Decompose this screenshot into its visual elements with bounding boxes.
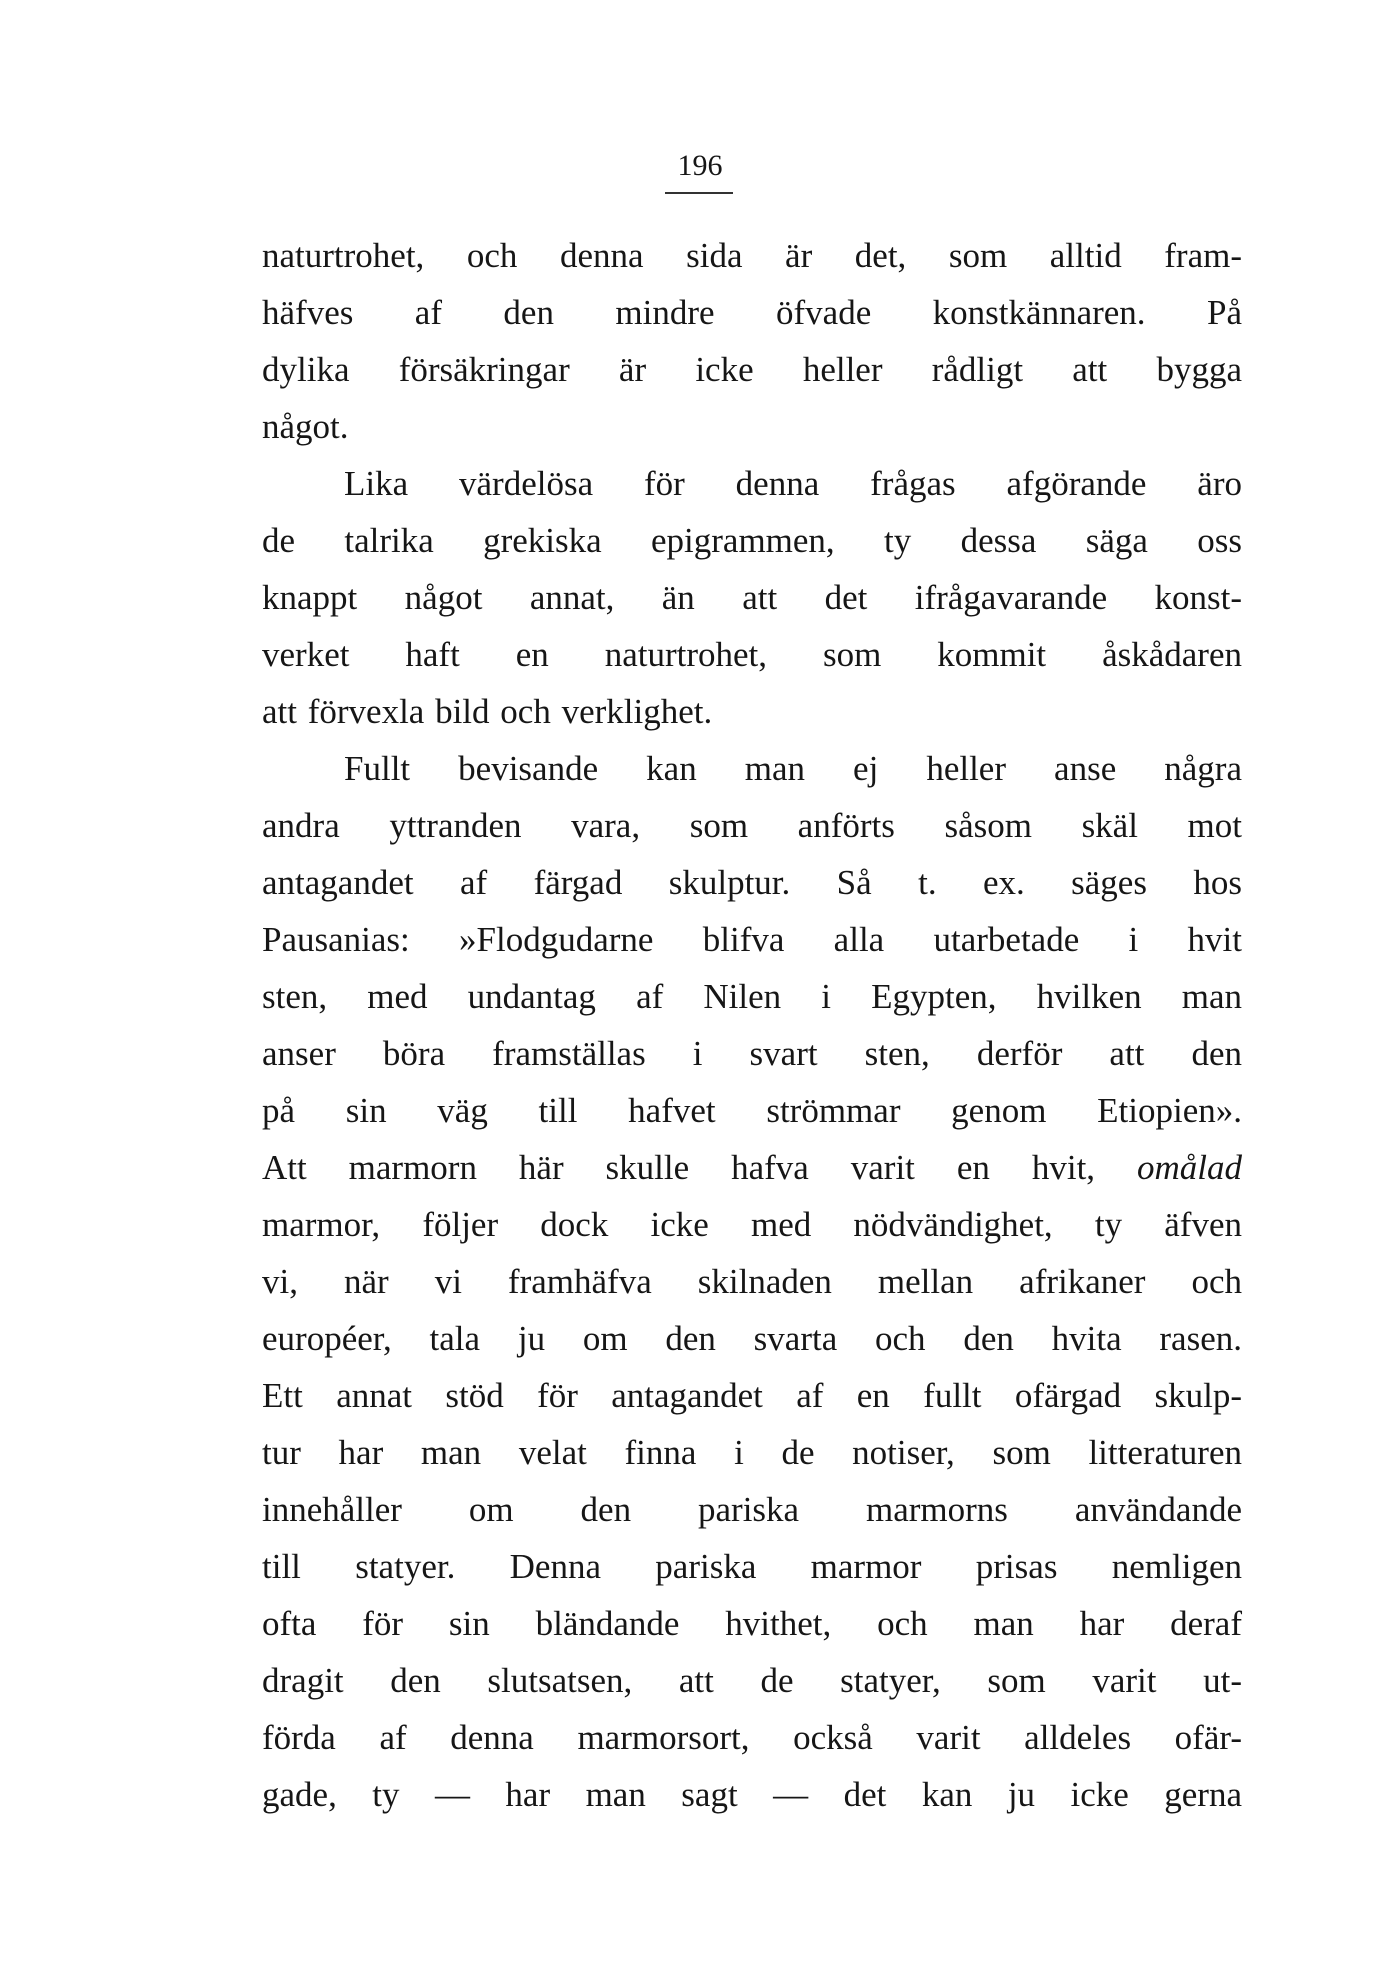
text-line-content: Lika värdelösa för denna frågas afgörande äro: [344, 464, 1242, 503]
text-line-content: häfves af den mindre öfvade konstkännaren. På: [262, 293, 1242, 332]
text-line: [262, 1082, 1242, 1139]
text-line: [262, 797, 1242, 854]
text-line: [262, 740, 1242, 797]
text-line-content: vi, när vi framhäfva skilnaden mellan afrikaner och: [262, 1262, 1242, 1301]
text-line-content: ofta för sin bländande hvithet, och man har deraf: [262, 1604, 1242, 1643]
text-line: [262, 1025, 1242, 1082]
text-line: [262, 1652, 1242, 1709]
text-line: [262, 1196, 1242, 1253]
text-line-content: antagandet af färgad skulptur. Så t. ex. säges hos: [262, 863, 1242, 902]
text-line: [262, 227, 1242, 284]
text-line: [262, 1310, 1242, 1367]
text-line-content: sten, med undantag af Nilen i Egypten, hvilken man: [262, 977, 1242, 1016]
text-line-content: förda af denna marmorsort, också varit alldeles ofär-: [262, 1718, 1242, 1757]
text-line-content: de talrika grekiska epigrammen, ty dessa säga oss: [262, 521, 1242, 560]
text-line-content: innehåller om den pariska marmorns användande: [262, 1490, 1242, 1529]
text-line: [262, 1766, 1242, 1823]
text-line: [262, 398, 1242, 455]
text-line-content: européer, tala ju om den svarta och den hvita rasen.: [262, 1319, 1242, 1358]
page-number: 196: [677, 149, 723, 182]
page-number-rule: [665, 192, 733, 194]
text-line-content: marmor, följer dock icke med nödvändighet, ty äfven: [262, 1205, 1242, 1244]
text-line-content: anser böra framställas i svart sten, derför att den: [262, 1034, 1242, 1073]
text-line: [262, 1139, 1242, 1196]
body-text: [262, 227, 1242, 1823]
text-line-content: att förvexla bild och verklighet.: [262, 692, 713, 731]
text-line: [262, 626, 1242, 683]
text-line-content: Pausanias: »Flodgudarne blifva alla utarbetade i hvit: [262, 920, 1242, 959]
text-line-content: gade, ty — har man sagt — det kan ju icke gerna: [262, 1775, 1242, 1814]
text-line-content: dylika försäkringar är icke heller rådligt att bygga: [262, 350, 1242, 389]
text-line: [262, 1253, 1242, 1310]
italic-word: omålad: [1137, 1148, 1242, 1187]
text-line-content: andra yttranden vara, som anförts såsom skäl mot: [262, 806, 1242, 845]
text-line-content: dragit den slutsatsen, att de statyer, som varit ut-: [262, 1661, 1242, 1700]
text-line: [262, 968, 1242, 1025]
text-line: [262, 1709, 1242, 1766]
text-line-content: Ett annat stöd för antagandet af en fullt ofärgad skulp-: [262, 1376, 1242, 1415]
text-line: [262, 341, 1242, 398]
text-line-content: verket haft en naturtrohet, som kommit åskådaren: [262, 635, 1242, 674]
text-line: [262, 854, 1242, 911]
text-line-content: Att marmorn här skulle hafva varit en hvit,: [262, 1148, 1137, 1187]
text-line-content: tur har man velat finna i de notiser, som litteraturen: [262, 1433, 1242, 1472]
text-line: [262, 1424, 1242, 1481]
text-line-content: på sin väg till hafvet strömmar genom Etiopien».: [262, 1091, 1242, 1130]
text-line: [262, 569, 1242, 626]
text-line: [262, 455, 1242, 512]
text-line: [262, 512, 1242, 569]
text-line: [262, 1595, 1242, 1652]
text-line-content: Fullt bevisande kan man ej heller anse några: [344, 749, 1242, 788]
text-line-content: något.: [262, 407, 349, 446]
text-line: [262, 1538, 1242, 1595]
text-line: [262, 1481, 1242, 1538]
text-line-content: naturtrohet, och denna sida är det, som alltid fram-: [262, 236, 1242, 275]
text-line: [262, 284, 1242, 341]
text-line-content: knappt något annat, än att det ifrågavarande konst-: [262, 578, 1242, 617]
text-line: [262, 683, 1242, 740]
text-line: [262, 911, 1242, 968]
text-line: [262, 1367, 1242, 1424]
text-line-content: till statyer. Denna pariska marmor prisas nemligen: [262, 1547, 1242, 1586]
